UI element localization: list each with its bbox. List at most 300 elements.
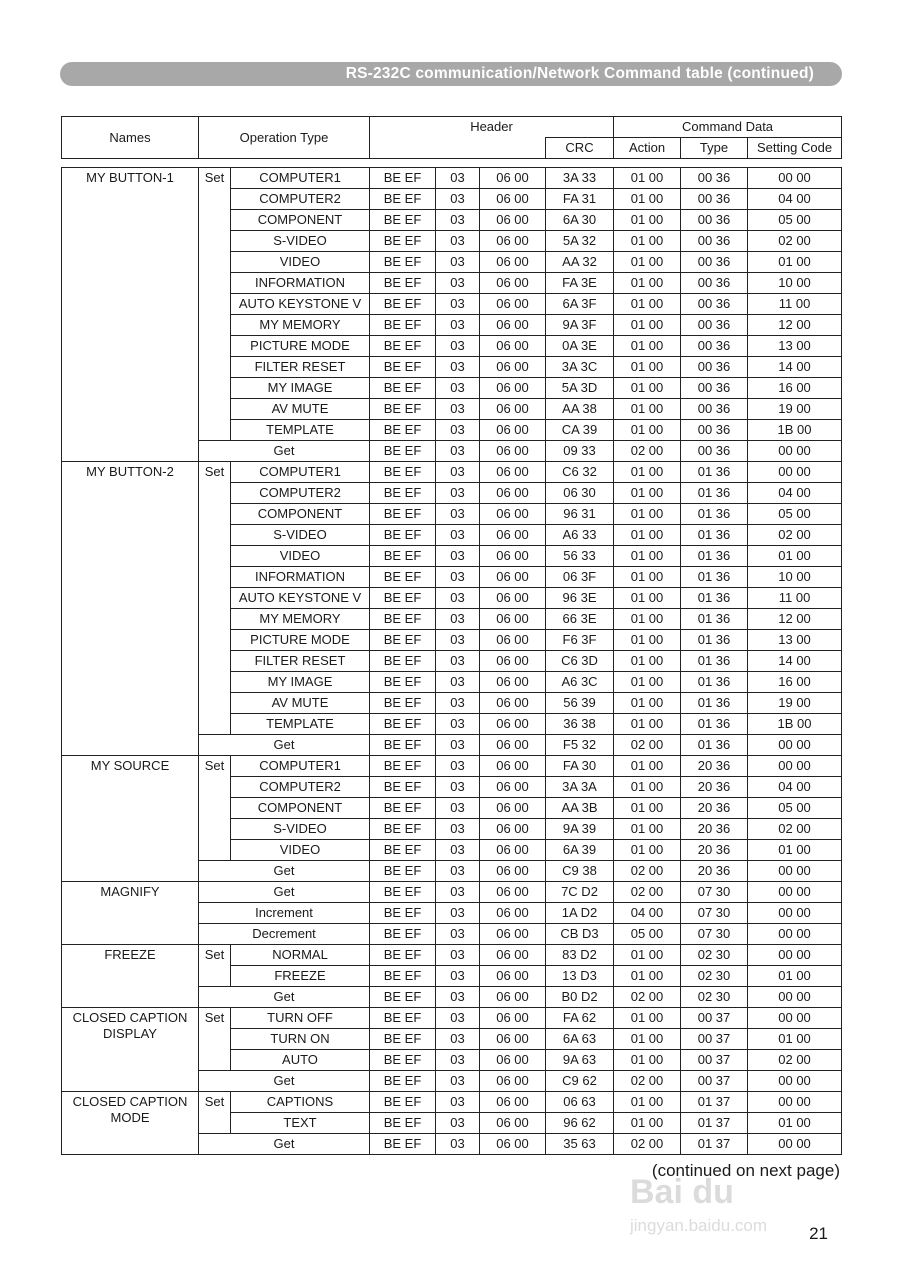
cell-crc: C9 62: [546, 1071, 614, 1092]
operation-option-cell: INFORMATION: [231, 273, 370, 294]
cell-code: 10 00: [748, 567, 842, 588]
cell-crc: 09 33: [546, 441, 614, 462]
cell-h1: BE EF: [370, 315, 436, 336]
cell-code: 00 00: [748, 441, 842, 462]
cell-type: 01 37: [681, 1113, 748, 1134]
cell-h2: 03: [436, 357, 480, 378]
page-number: 21: [809, 1224, 828, 1243]
cell-code: 00 00: [748, 1092, 842, 1113]
cell-h1: BE EF: [370, 924, 436, 945]
cell-h2: 03: [436, 399, 480, 420]
cell-code: 00 00: [748, 945, 842, 966]
command-name-cell: CLOSED CAPTION MODE: [62, 1092, 199, 1155]
cell-h1: BE EF: [370, 798, 436, 819]
operation-option-cell: PICTURE MODE: [231, 336, 370, 357]
cell-h3: 06 00: [480, 756, 546, 777]
cell-h3: 06 00: [480, 252, 546, 273]
cell-crc: 56 33: [546, 546, 614, 567]
cell-code: 13 00: [748, 630, 842, 651]
operation-set-cell: Set: [199, 945, 231, 987]
cell-h1: BE EF: [370, 567, 436, 588]
cell-type: 01 36: [681, 546, 748, 567]
section-banner: [60, 62, 842, 86]
cell-crc: 06 63: [546, 1092, 614, 1113]
cell-h2: 03: [436, 546, 480, 567]
cell-action: 01 00: [614, 315, 681, 336]
cell-h2: 03: [436, 693, 480, 714]
operation-cell: Get: [199, 987, 370, 1008]
operation-option-cell: AUTO KEYSTONE V: [231, 588, 370, 609]
cell-type: 02 30: [681, 987, 748, 1008]
operation-option-cell: COMPUTER2: [231, 189, 370, 210]
cell-h3: 06 00: [480, 399, 546, 420]
cell-h1: BE EF: [370, 945, 436, 966]
cell-h1: BE EF: [370, 714, 436, 735]
cell-h3: 06 00: [480, 462, 546, 483]
col-header-command-data: Command Data: [614, 117, 842, 138]
cell-action: 01 00: [614, 966, 681, 987]
cell-h2: 03: [436, 483, 480, 504]
cell-code: 00 00: [748, 168, 842, 189]
cell-action: 01 00: [614, 189, 681, 210]
operation-cell: Get: [199, 861, 370, 882]
cell-type: 00 36: [681, 273, 748, 294]
cell-h2: 03: [436, 420, 480, 441]
cell-crc: 06 30: [546, 483, 614, 504]
cell-crc: 5A 32: [546, 231, 614, 252]
cell-type: 00 36: [681, 336, 748, 357]
cell-code: 19 00: [748, 399, 842, 420]
operation-cell: Get: [199, 882, 370, 903]
cell-type: 01 36: [681, 567, 748, 588]
cell-h3: 06 00: [480, 777, 546, 798]
cell-h3: 06 00: [480, 1134, 546, 1155]
cell-type: 01 36: [681, 714, 748, 735]
cell-h1: BE EF: [370, 756, 436, 777]
cell-h3: 06 00: [480, 378, 546, 399]
cell-h2: 03: [436, 1071, 480, 1092]
cell-crc: AA 3B: [546, 798, 614, 819]
cell-code: 00 00: [748, 1071, 842, 1092]
cell-h3: 06 00: [480, 315, 546, 336]
cell-h2: 03: [436, 441, 480, 462]
operation-option-cell: S-VIDEO: [231, 819, 370, 840]
cell-type: 00 36: [681, 315, 748, 336]
cell-h3: 06 00: [480, 441, 546, 462]
col-header-crc: CRC: [546, 138, 614, 159]
cell-crc: 6A 30: [546, 210, 614, 231]
col-header-names: Names: [62, 117, 199, 159]
cell-code: 00 00: [748, 882, 842, 903]
operation-option-cell: MY MEMORY: [231, 609, 370, 630]
cell-h3: 06 00: [480, 693, 546, 714]
cell-h3: 06 00: [480, 1050, 546, 1071]
cell-action: 01 00: [614, 756, 681, 777]
cell-action: 01 00: [614, 630, 681, 651]
operation-option-cell: COMPONENT: [231, 504, 370, 525]
cell-code: 00 00: [748, 462, 842, 483]
cell-action: 01 00: [614, 588, 681, 609]
cell-code: 00 00: [748, 987, 842, 1008]
cell-h2: 03: [436, 231, 480, 252]
cell-crc: 6A 39: [546, 840, 614, 861]
operation-option-cell: FILTER RESET: [231, 651, 370, 672]
cell-type: 00 36: [681, 357, 748, 378]
cell-h3: 06 00: [480, 882, 546, 903]
cell-code: 01 00: [748, 1029, 842, 1050]
table-row: [62, 462, 842, 483]
table-row: [62, 882, 842, 903]
cell-h1: BE EF: [370, 1071, 436, 1092]
cell-type: 00 36: [681, 168, 748, 189]
cell-h3: 06 00: [480, 189, 546, 210]
operation-option-cell: TEXT: [231, 1113, 370, 1134]
cell-crc: CB D3: [546, 924, 614, 945]
cell-type: 01 36: [681, 525, 748, 546]
col-header-setting-code: Setting Code: [748, 138, 842, 159]
cell-code: 11 00: [748, 588, 842, 609]
cell-type: 20 36: [681, 819, 748, 840]
cell-crc: 6A 3F: [546, 294, 614, 315]
cell-h1: BE EF: [370, 588, 436, 609]
cell-action: 02 00: [614, 441, 681, 462]
cell-action: 01 00: [614, 231, 681, 252]
cell-h1: BE EF: [370, 441, 436, 462]
cell-crc: 83 D2: [546, 945, 614, 966]
command-name-cell: MY SOURCE: [62, 756, 199, 882]
cell-h1: BE EF: [370, 672, 436, 693]
cell-h2: 03: [436, 1008, 480, 1029]
operation-option-cell: COMPUTER1: [231, 756, 370, 777]
cell-type: 00 36: [681, 252, 748, 273]
cell-h2: 03: [436, 378, 480, 399]
cell-type: 01 36: [681, 630, 748, 651]
cell-action: 02 00: [614, 1071, 681, 1092]
cell-action: 01 00: [614, 252, 681, 273]
operation-option-cell: MY MEMORY: [231, 315, 370, 336]
cell-h2: 03: [436, 756, 480, 777]
cell-crc: F6 3F: [546, 630, 614, 651]
cell-action: 01 00: [614, 273, 681, 294]
cell-crc: 0A 3E: [546, 336, 614, 357]
cell-h1: BE EF: [370, 777, 436, 798]
cell-action: 01 00: [614, 357, 681, 378]
cell-h1: BE EF: [370, 609, 436, 630]
cell-type: 00 37: [681, 1071, 748, 1092]
header-separator: [62, 159, 842, 168]
cell-action: 01 00: [614, 798, 681, 819]
cell-h3: 06 00: [480, 357, 546, 378]
cell-crc: 9A 63: [546, 1050, 614, 1071]
cell-action: 01 00: [614, 378, 681, 399]
cell-h1: BE EF: [370, 462, 436, 483]
cell-h2: 03: [436, 924, 480, 945]
cell-h1: BE EF: [370, 882, 436, 903]
cell-h1: BE EF: [370, 336, 436, 357]
cell-h2: 03: [436, 1029, 480, 1050]
cell-code: 1B 00: [748, 714, 842, 735]
cell-code: 04 00: [748, 777, 842, 798]
cell-h3: 06 00: [480, 714, 546, 735]
cell-h3: 06 00: [480, 1029, 546, 1050]
operation-option-cell: S-VIDEO: [231, 231, 370, 252]
section-title: RS-232C communication/Network Command table (continued): [345, 65, 814, 82]
cell-h1: BE EF: [370, 189, 436, 210]
cell-h3: 06 00: [480, 504, 546, 525]
cell-type: 20 36: [681, 840, 748, 861]
cell-h3: 06 00: [480, 231, 546, 252]
cell-h2: 03: [436, 336, 480, 357]
command-name-cell: MY BUTTON-2: [62, 462, 199, 756]
cell-type: 00 37: [681, 1029, 748, 1050]
cell-h3: 06 00: [480, 483, 546, 504]
cell-action: 01 00: [614, 777, 681, 798]
operation-option-cell: INFORMATION: [231, 567, 370, 588]
operation-option-cell: COMPUTER1: [231, 462, 370, 483]
cell-code: 05 00: [748, 798, 842, 819]
operation-option-cell: TURN OFF: [231, 1008, 370, 1029]
table-row: [62, 1008, 842, 1029]
cell-h1: BE EF: [370, 1134, 436, 1155]
cell-type: 20 36: [681, 798, 748, 819]
operation-option-cell: VIDEO: [231, 840, 370, 861]
cell-crc: 3A 33: [546, 168, 614, 189]
cell-action: 01 00: [614, 546, 681, 567]
col-header-header-spacer: [370, 138, 546, 159]
cell-code: 01 00: [748, 840, 842, 861]
table-row: [62, 1092, 842, 1113]
cell-code: 05 00: [748, 210, 842, 231]
cell-h1: BE EF: [370, 273, 436, 294]
cell-h1: BE EF: [370, 651, 436, 672]
svg-text:Bai du: Bai du: [630, 1173, 734, 1211]
cell-h1: BE EF: [370, 294, 436, 315]
cell-h1: BE EF: [370, 735, 436, 756]
cell-code: 02 00: [748, 231, 842, 252]
operation-cell: Get: [199, 1071, 370, 1092]
cell-code: 00 00: [748, 924, 842, 945]
operation-option-cell: CAPTIONS: [231, 1092, 370, 1113]
continued-note: (continued on next page): [651, 1161, 840, 1180]
cell-h3: 06 00: [480, 1071, 546, 1092]
cell-action: 01 00: [614, 609, 681, 630]
cell-action: 01 00: [614, 336, 681, 357]
cell-code: 00 00: [748, 1008, 842, 1029]
operation-option-cell: VIDEO: [231, 546, 370, 567]
cell-action: 01 00: [614, 399, 681, 420]
command-name-cell: CLOSED CAPTION DISPLAY: [62, 1008, 199, 1092]
operation-option-cell: COMPUTER2: [231, 483, 370, 504]
cell-h1: BE EF: [370, 420, 436, 441]
cell-action: 01 00: [614, 945, 681, 966]
cell-code: 00 00: [748, 756, 842, 777]
cell-h3: 06 00: [480, 945, 546, 966]
cell-code: 01 00: [748, 1113, 842, 1134]
cell-action: 01 00: [614, 1050, 681, 1071]
operation-cell: Get: [199, 1134, 370, 1155]
cell-h2: 03: [436, 861, 480, 882]
cell-h1: BE EF: [370, 210, 436, 231]
cell-code: 01 00: [748, 966, 842, 987]
command-name-cell: MY BUTTON-1: [62, 168, 199, 462]
cell-type: 07 30: [681, 903, 748, 924]
cell-action: 01 00: [614, 210, 681, 231]
cell-code: 01 00: [748, 252, 842, 273]
cell-h1: BE EF: [370, 1113, 436, 1134]
operation-option-cell: TURN ON: [231, 1029, 370, 1050]
col-header-header: Header: [370, 117, 614, 138]
cell-type: 20 36: [681, 861, 748, 882]
cell-crc: F5 32: [546, 735, 614, 756]
operation-option-cell: AUTO: [231, 1050, 370, 1071]
cell-h1: BE EF: [370, 1008, 436, 1029]
cell-type: 01 37: [681, 1092, 748, 1113]
operation-option-cell: NORMAL: [231, 945, 370, 966]
cell-h2: 03: [436, 273, 480, 294]
cell-action: 01 00: [614, 819, 681, 840]
cell-h3: 06 00: [480, 672, 546, 693]
operation-option-cell: TEMPLATE: [231, 420, 370, 441]
cell-h1: BE EF: [370, 966, 436, 987]
cell-type: 20 36: [681, 756, 748, 777]
cell-action: 01 00: [614, 1092, 681, 1113]
cell-code: 04 00: [748, 189, 842, 210]
cell-h1: BE EF: [370, 399, 436, 420]
cell-action: 02 00: [614, 1134, 681, 1155]
cell-h3: 06 00: [480, 735, 546, 756]
cell-code: 11 00: [748, 294, 842, 315]
cell-h3: 06 00: [480, 420, 546, 441]
cell-code: 13 00: [748, 336, 842, 357]
cell-h3: 06 00: [480, 567, 546, 588]
cell-h3: 06 00: [480, 1092, 546, 1113]
cell-h2: 03: [436, 672, 480, 693]
cell-action: 01 00: [614, 168, 681, 189]
operation-option-cell: COMPUTER1: [231, 168, 370, 189]
cell-action: 01 00: [614, 1029, 681, 1050]
cell-type: 02 30: [681, 945, 748, 966]
cell-h2: 03: [436, 777, 480, 798]
cell-h3: 06 00: [480, 966, 546, 987]
cell-h1: BE EF: [370, 252, 436, 273]
operation-option-cell: AV MUTE: [231, 693, 370, 714]
cell-type: 01 36: [681, 672, 748, 693]
operation-option-cell: MY IMAGE: [231, 378, 370, 399]
cell-h2: 03: [436, 903, 480, 924]
cell-crc: 3A 3C: [546, 357, 614, 378]
cell-code: 04 00: [748, 483, 842, 504]
cell-type: 00 36: [681, 189, 748, 210]
operation-option-cell: S-VIDEO: [231, 525, 370, 546]
operation-option-cell: COMPONENT: [231, 798, 370, 819]
cell-action: 01 00: [614, 420, 681, 441]
cell-h3: 06 00: [480, 630, 546, 651]
cell-type: 01 36: [681, 693, 748, 714]
cell-type: 00 36: [681, 210, 748, 231]
cell-h1: BE EF: [370, 525, 436, 546]
cell-action: 01 00: [614, 525, 681, 546]
cell-h2: 03: [436, 651, 480, 672]
cell-h2: 03: [436, 714, 480, 735]
cell-h1: BE EF: [370, 546, 436, 567]
cell-action: 01 00: [614, 462, 681, 483]
cell-crc: FA 3E: [546, 273, 614, 294]
cell-action: 01 00: [614, 714, 681, 735]
cell-h3: 06 00: [480, 861, 546, 882]
cell-crc: 36 38: [546, 714, 614, 735]
cell-h2: 03: [436, 1050, 480, 1071]
cell-type: 00 36: [681, 294, 748, 315]
cell-h1: BE EF: [370, 819, 436, 840]
cell-action: 01 00: [614, 294, 681, 315]
cell-h2: 03: [436, 840, 480, 861]
cell-crc: A6 33: [546, 525, 614, 546]
cell-h1: BE EF: [370, 378, 436, 399]
cell-type: 01 36: [681, 483, 748, 504]
command-table-body: [62, 168, 842, 1155]
cell-crc: A6 3C: [546, 672, 614, 693]
cell-action: 01 00: [614, 651, 681, 672]
cell-code: 05 00: [748, 504, 842, 525]
cell-h2: 03: [436, 735, 480, 756]
col-header-action: Action: [614, 138, 681, 159]
operation-option-cell: COMPONENT: [231, 210, 370, 231]
cell-h2: 03: [436, 189, 480, 210]
cell-h2: 03: [436, 315, 480, 336]
cell-type: 00 36: [681, 441, 748, 462]
svg-text:jingyan.baidu.com: jingyan.baidu.com: [630, 1216, 768, 1235]
cell-type: 01 36: [681, 651, 748, 672]
cell-h3: 06 00: [480, 525, 546, 546]
cell-h1: BE EF: [370, 504, 436, 525]
cell-code: 10 00: [748, 273, 842, 294]
cell-h2: 03: [436, 504, 480, 525]
cell-type: 00 36: [681, 399, 748, 420]
operation-cell: Decrement: [199, 924, 370, 945]
cell-type: 01 36: [681, 588, 748, 609]
cell-h2: 03: [436, 1092, 480, 1113]
operation-cell: Get: [199, 735, 370, 756]
cell-code: 02 00: [748, 525, 842, 546]
cell-crc: C9 38: [546, 861, 614, 882]
cell-h1: BE EF: [370, 861, 436, 882]
cell-crc: 3A 3A: [546, 777, 614, 798]
operation-option-cell: FILTER RESET: [231, 357, 370, 378]
cell-crc: 1A D2: [546, 903, 614, 924]
cell-crc: AA 38: [546, 399, 614, 420]
operation-option-cell: MY IMAGE: [231, 672, 370, 693]
cell-h2: 03: [436, 567, 480, 588]
cell-crc: FA 30: [546, 756, 614, 777]
cell-h2: 03: [436, 1113, 480, 1134]
operation-set-cell: Set: [199, 168, 231, 441]
cell-h3: 06 00: [480, 987, 546, 1008]
cell-code: 02 00: [748, 1050, 842, 1071]
cell-code: 01 00: [748, 546, 842, 567]
table-row: [62, 945, 842, 966]
cell-code: 00 00: [748, 1134, 842, 1155]
cell-type: 20 36: [681, 777, 748, 798]
cell-crc: 56 39: [546, 693, 614, 714]
cell-crc: C6 3D: [546, 651, 614, 672]
cell-crc: 9A 39: [546, 819, 614, 840]
operation-set-cell: Set: [199, 462, 231, 735]
table-row: [62, 756, 842, 777]
cell-h1: BE EF: [370, 693, 436, 714]
cell-h1: BE EF: [370, 1050, 436, 1071]
table-row: [62, 168, 842, 189]
cell-type: 01 36: [681, 735, 748, 756]
